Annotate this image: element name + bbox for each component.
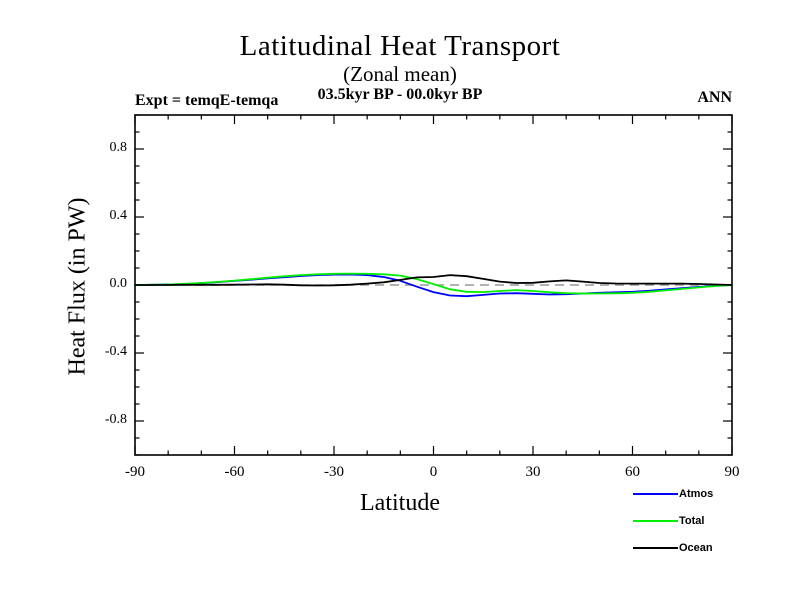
season-label: ANN [697,89,732,106]
x-tick-label: -60 [224,464,245,480]
legend-item-total [633,514,704,528]
legend-line-ocean [633,547,678,549]
x-tick-label: -90 [125,464,145,480]
x-tick-label: 30 [525,464,541,480]
chart-period-annotation: 03.5kyr BP - 00.0kyr BP [317,86,483,103]
x-tick-label: 60 [625,464,640,480]
legend-label-atmos: Atmos [679,488,714,500]
y-tick-label: -0.4 [104,344,127,359]
x-tick-label: -30 [324,464,344,480]
y-tick-label: 0.0 [109,276,127,291]
legend-label-total: Total [679,515,705,527]
y-tick-label: -0.8 [104,412,127,427]
chart-title: Latitudinal Heat Transport [239,30,561,62]
legend-line-total [633,520,678,522]
y-axis-label: Heat Flux (in PW) [64,197,91,376]
legend-item-ocean [633,541,713,555]
y-tick-label: 0.4 [109,208,127,223]
x-tick-label: 0 [429,464,438,480]
legend-line-atmos [633,493,678,495]
x-tick-label: 90 [724,464,740,480]
y-tick-label: 0.8 [109,140,127,155]
chart-subtitle: (Zonal mean) [343,62,457,86]
legend-label-ocean: Ocean [679,542,713,554]
x-axis-label: Latitude [360,490,440,516]
legend-item-atmos [633,487,713,501]
experiment-label: Expt = temqE-temqa [135,92,279,109]
